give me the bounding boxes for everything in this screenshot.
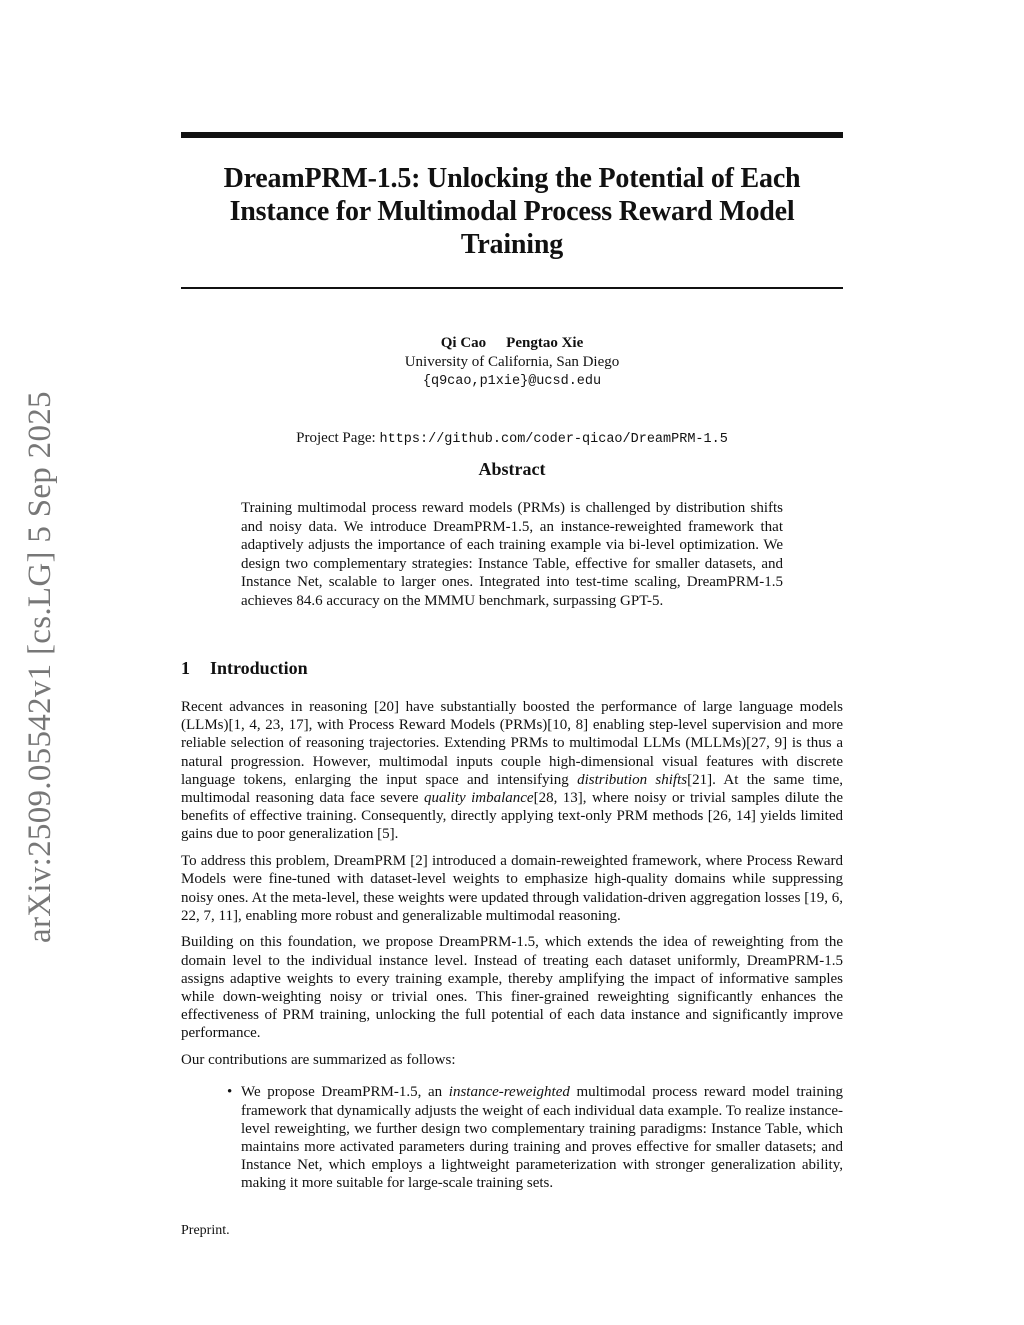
author-names xyxy=(181,334,843,353)
paragraph-text: Recent advances in reasoning [20] have substantially boosted the performance of large language models (LLMs)[1, 4, 23, 17], with Process Reward Models (PRMs)[10, 8] enabling step-level supervision and more reliable selection of reasoning trajectories. Extending PRMs to multimodal LLMs (MLLMs)[27, 9] is thus a natural progression. However, multimodal inputs couple high-dimensional visual features with discrete language tokens, enlarging the input space and intensifying xyxy=(181,699,843,788)
paragraph xyxy=(181,698,843,844)
list-item-text: We propose DreamPRM-1.5, an xyxy=(241,1084,449,1101)
emphasis-text: quality imbalance xyxy=(424,790,534,807)
project-page xyxy=(181,430,843,447)
project-page-link[interactable]: https://github.com/coder-qicao/DreamPRM-1.5 xyxy=(379,432,728,447)
abstract-heading: Abstract xyxy=(478,459,546,479)
title-bottom-rule xyxy=(181,287,843,289)
section-title: Introduction xyxy=(210,658,308,678)
emphasis-text: instance-reweighted xyxy=(448,1084,570,1101)
affiliation: University of California, San Diego xyxy=(404,354,620,370)
paragraph: Building on this foundation, we propose DreamPRM-1.5, which extends the idea of reweighting from the domain level to the individual instance level. Instead of treating each dataset uniformly, DreamPRM-1.5 assigns adaptive weights to every training example, thereby amplifying the impact of informative samples while down-weighting noisy or trivial ones. This finer-grained reweighting significantly enhances the effectiveness of PRM training, unlocking the full potential of each data instance and significantly improve performance. xyxy=(181,934,843,1042)
arxiv-identifier: arXiv:2509.05542v1 [cs.LG] 5 Sep 2025 xyxy=(22,391,58,943)
introduction-body xyxy=(181,698,843,1193)
project-page-label: Project Page: xyxy=(296,430,380,446)
abstract-text: Training multimodal process reward models (PRMs) is challenged by distribution shifts and noisy data. We introduce DreamPRM-1.5, an instance-reweighted framework that adaptively adjusts the importance of each training example via bi-level optimization. We design two complementary strategies: Instance Table, effective for smaller datasets, and Instance Net, scalable to larger ones. Integrated into test-time scaling, DreamPRM-1.5 achieves 84.6 accuracy on the MMMU benchmark, surpassing GPT-5. xyxy=(241,500,783,609)
author-name: Qi Cao xyxy=(440,335,487,351)
paragraph-text: [21]. At the same time, multimodal reasoning data face severe xyxy=(181,771,843,807)
list-item xyxy=(241,1083,843,1192)
footer-note: Preprint. xyxy=(181,1223,230,1238)
paragraph-text: [28, 13], where noisy or trivial samples dilute the benefits of effective training. Consequently, directly applying text-only PRM methods [26, 14] yields limited gains due to poor generalization [5]. xyxy=(181,790,843,843)
contributions-list xyxy=(181,1083,843,1192)
section-heading-introduction xyxy=(181,658,308,679)
author-block xyxy=(181,334,843,391)
paper-title: DreamPRM-1.5: Unlocking the Potential of Each Instance for Multimodal Process Reward Model Training xyxy=(223,163,801,260)
author-name: Pengtao Xie xyxy=(506,335,584,351)
paragraph: To address this problem, DreamPRM [2] introduced a domain-reweighted framework, where Process Reward Models were fine-tuned with dataset-level weights to emphasize high-quality domains while suppressing noisy ones. At the meta-level, these weights were updated through validation-driven aggregation losses [19, 6, 22, 7, 11], enabling more robust and generalizable multimodal reasoning. xyxy=(181,853,843,924)
title-top-rule xyxy=(181,132,843,138)
paragraph: Our contributions are summarized as follows: xyxy=(181,1052,456,1069)
emphasis-text: distribution shifts xyxy=(577,771,688,788)
author-email: {q9cao,p1xie}@ucsd.edu xyxy=(422,374,602,389)
list-item-text: multimodal process reward model training framework that dynamically adjusts the weight of each individual data example. To realize instance-level reweighting, we further design two complementary training paradigms: Instance Table, which maintains more activated parameters during training and proves effective for smaller datasets; and Instance Net, which employs a lightweight parameterization with stronger generalization ability, making it more suitable for large-scale training sets. xyxy=(241,1084,843,1192)
section-number: 1 xyxy=(181,658,190,678)
